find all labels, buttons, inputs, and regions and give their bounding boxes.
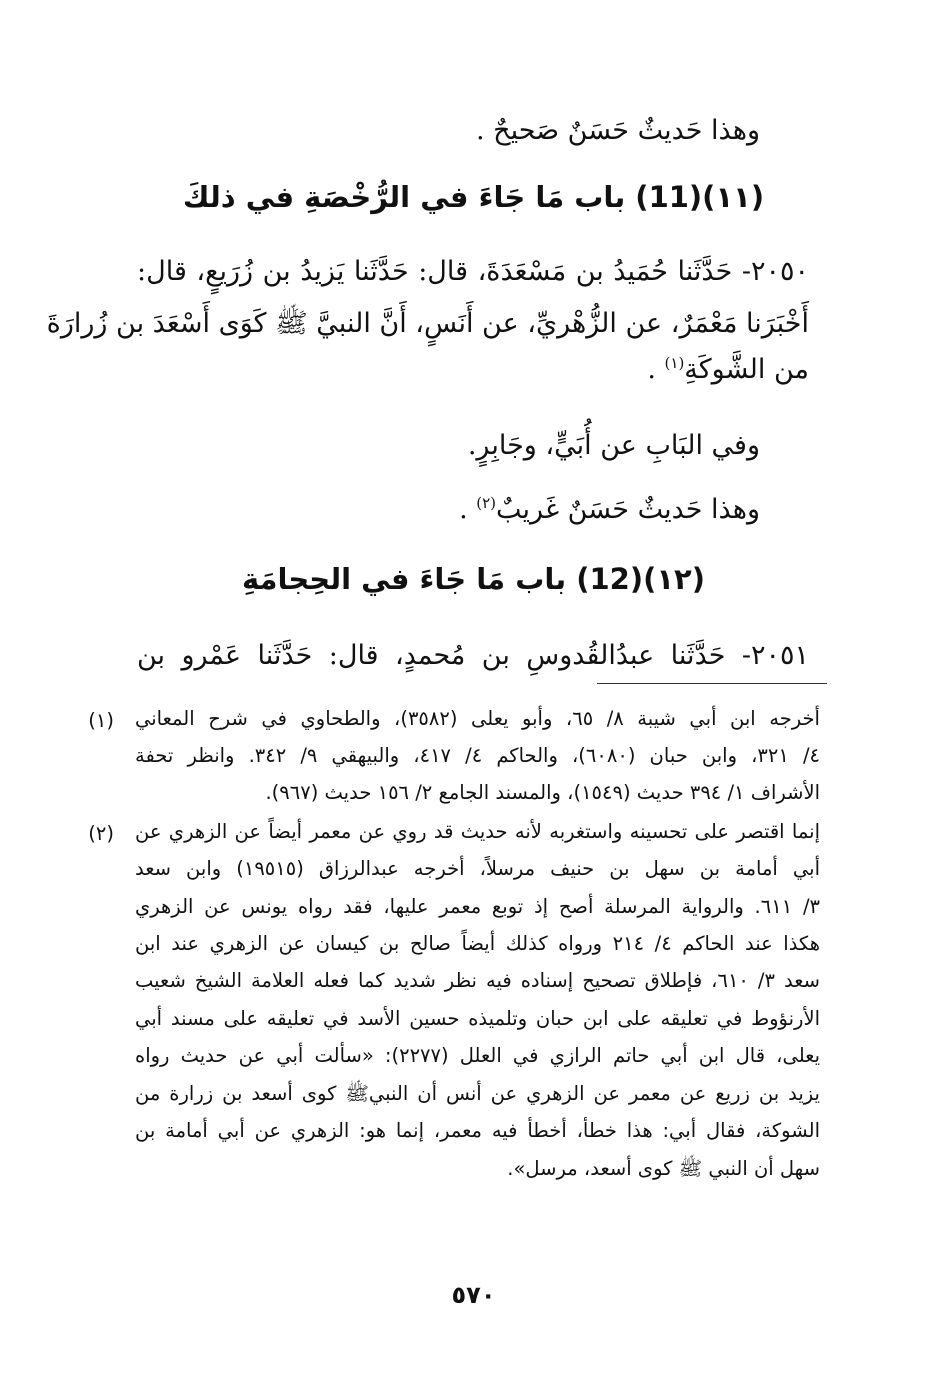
footnote-2-line-7: يعلى، قال ابن أبي حاتم الرازي في العلل (٢٢٧٧): «سألت أبي عن حديث رواه: [135, 1044, 820, 1067]
footnote-1-line-3: الأشراف ١/ ٣٩٤ حديث (١٥٤٩)، والمسند الجامع ٢/ ١٥٦ حديث (٩٦٧).: [265, 781, 820, 804]
footnote-2-line-2: أبي أمامة بن سهل بن حنيف مرسلاً، أخرجه عبدالرزاق (١٩٥١٥) وابن سعد: [135, 857, 820, 880]
footnote-2-line-3: ٣/ ٦١١. والرواية المرسلة أصح إذ توبع معمر عليها، فقد رواه يونس عن الزهري: [135, 895, 820, 918]
footnote-2-line-6: الأرنؤوط في تعليقه على ابن حبان وتلميذه حسين الأسد في تعليقه على مسند أبي: [135, 1007, 820, 1030]
fil-bab-line: وفي البَابِ عن أُبَيٍّ، وجَابِرٍ.: [467, 430, 760, 461]
footnote-ref-2: (٢): [476, 494, 497, 512]
footnote-1-mark: (١): [88, 709, 114, 732]
footnote-1-line-1: أخرجه ابن أبي شيبة ٨/ ٦٥، وأبو يعلى (٣٥٨٢)، والطحاوي في شرح المعاني: [135, 707, 820, 730]
footnote-separator: [597, 683, 827, 684]
footnote-2-line-9: الشوكة، فقال أبي: هذا خطأ، أخطأ فيه معمر، إنما هو: الزهري عن أبي أمامة بن: [135, 1119, 820, 1142]
footnote-2-line-4: هكذا عند الحاكم ٤/ ٢١٤ ورواه كذلك أيضاً صالح بن كيسان عن الزهري عند ابن: [135, 932, 820, 955]
chapter-heading-11: (١١)(11) باب مَا جَاءَ في الرُّخْصَةِ في ذلكَ: [182, 180, 765, 214]
footnote-2-mark: (٢): [88, 822, 114, 845]
footnote-2-line-5: سعد ٣/ ٦١٠، فإطلاق تصحيح إسناده فيه نظر شديد كما فعله العلامة الشيخ شعيب: [135, 969, 820, 992]
footnote-2-line-10: سهل أن النبي ﷺ كوى أسعد، مرسل».: [507, 1157, 820, 1180]
hadith-2050-line-3-text: من الشَّوكَةِ: [684, 354, 809, 385]
hukm-line-gharib-text: وهذا حَديثٌ حَسَنٌ غَريبٌ: [496, 494, 760, 525]
hadith-2051-line-1: ٢٠٥١- حَدَّثَنا عبدُالقُدوسِ بن مُحمدٍ، قال: حَدَّثَنا عَمْرو بن: [137, 640, 809, 671]
footnote-1-line-2: ٤/ ٣٢١، وابن حبان (٦٠٨٠)، والحاكم ٤/ ٤١٧، والبيهقي ٩/ ٣٤٢. وانظر تحفة: [135, 744, 821, 767]
hukm-line-gharib-end: .: [459, 494, 477, 525]
hadith-2050-line-3-end: .: [647, 354, 665, 385]
hadith-2050-line-3: [647, 356, 809, 383]
hukm-line-gharib: [459, 496, 760, 523]
hadith-2050-line-2: أَخْبَرَنا مَعْمَرٌ، عن الزُّهْريِّ، عن أَنَسٍ، أَنَّ النبيَّ ﷺ كَوَى أَسْعَدَ بن زُرارَةَ: [46, 308, 809, 339]
chapter-heading-12: (١٢)(12) باب مَا جَاءَ في الحِجامَةِ: [241, 562, 706, 596]
hadith-2050-line-1: ٢٠٥٠- حَدَّثَنا حُمَيدُ بن مَسْعَدَةَ، قال: حَدَّثَنا يَزيدُ بن زُرَيعٍ، قال:: [137, 256, 809, 287]
footnote-ref-1: (١): [664, 354, 685, 372]
hukm-line-sahih: وهذا حَديثٌ حَسَنٌ صَحيحٌ .: [475, 115, 760, 146]
page-number: ٥٧٠: [451, 1281, 496, 1309]
footnote-2-line-8: يزيد بن زريع عن معمر عن الزهري عن أنس أن النبيﷺ كوى أسعد بن زرارة من: [135, 1082, 820, 1105]
footnote-2-line-1: إنما اقتصر على تحسينه واستغربه لأنه حديث قد روي عن معمر أيضاً عن الزهري عن: [135, 820, 820, 843]
